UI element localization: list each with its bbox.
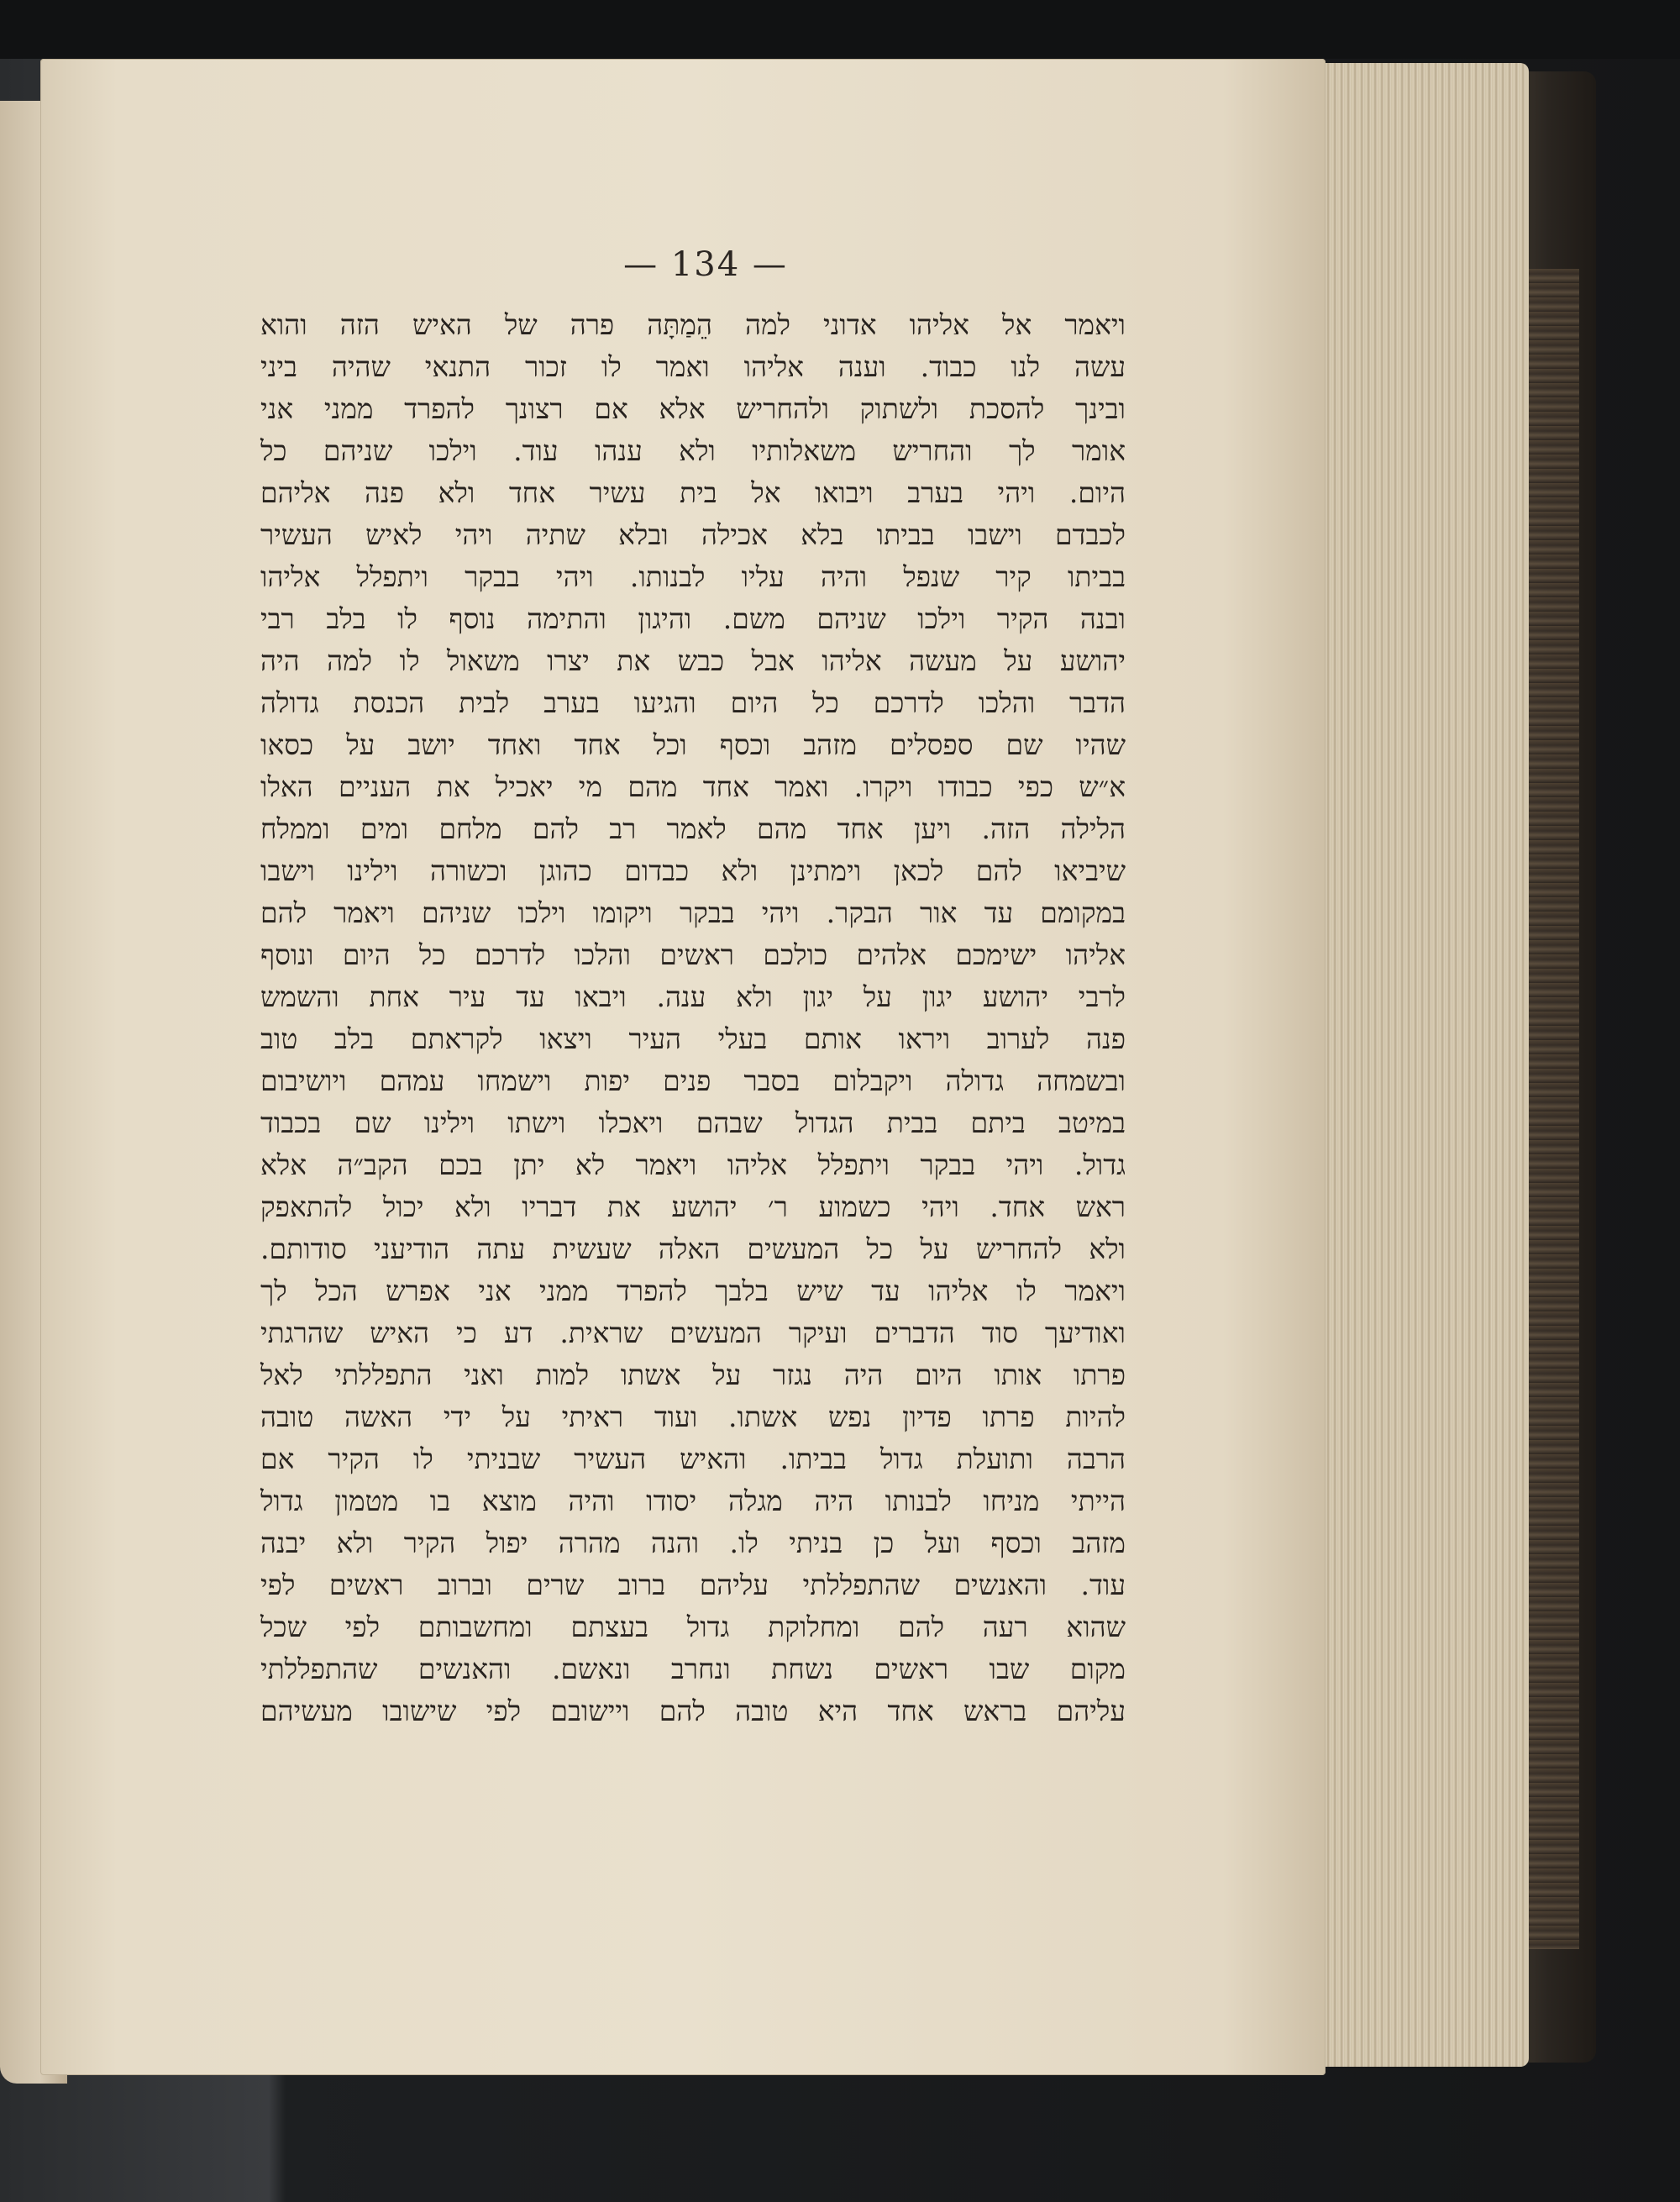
cover-wear-texture — [1529, 269, 1579, 1949]
text-line: שהיו שם ספסלים מזהב וכסף וכל אחד ואחד יושב על כסאו — [260, 728, 1126, 761]
text-line: שיביאו להם לכאן וימתינן ולא כבדום כהוגן וכשורה וילינו וישבו — [260, 854, 1126, 887]
text-line: ובשמחה גדולה ויקבלום בסבר פנים יפות וישמחו עמהם ויושיבום — [260, 1064, 1126, 1097]
background-top — [0, 0, 1680, 59]
text-line: היום. ויהי בערב ויבואו אל בית עשיר אחד ולא פנה אליהם — [260, 476, 1126, 509]
text-line: עשה לנו כבוד. וענה אליהו ואמר לו זכור התנאי שהיה ביני — [260, 350, 1126, 383]
text-line: ולא להחריש על כל המעשים האלה שעשית עתה הודיעני סודותם. — [260, 1232, 1126, 1265]
text-line: עליהם בראש אחד היא טובה להם ויישובם לפי שישובו מעשיהם — [260, 1695, 1126, 1727]
page-text — [260, 304, 1126, 1732]
text-line: הרבה ותועלת גדול בביתו. והאיש העשיר שבניתי לו הקיר אם — [260, 1443, 1126, 1475]
text-line: לכבדם וישבו בביתו בלא אכילה ובלא שתיה ויהי לאיש העשיר — [260, 518, 1126, 551]
text-line: אליהו ישימכם אלהים כולכם ראשים והלכו לדרכם כל היום ונוסף — [260, 938, 1126, 971]
text-line: הייתי מניחו לבנותו היה מגלה יסודו והיה מוצא בו מטמון גדול — [260, 1485, 1126, 1517]
page-number: — 134 — — [623, 245, 788, 284]
page-stack-edges — [1310, 63, 1529, 2067]
text-line: הדבר והלכו לדרכם כל היום והגיעו בערב לבית הכנסת גדולה — [260, 686, 1126, 719]
text-line: פרתו אותו היום היה נגזר על אשתו למות ואני התפללתי לאל — [260, 1359, 1126, 1391]
text-line: ראש אחד. ויהי כשמוע ר׳ יהושע את דבריו ולא יכול להתאפק — [260, 1190, 1126, 1223]
text-line: מזהב וכסף ועל כן בניתי לו. והנה מהרה יפול הקיר ולא יבנה — [260, 1527, 1126, 1559]
text-line: ובנה הקיר וילכו שניהם משם. והיגון והתימה נוסף לו בלב רבי — [260, 602, 1126, 635]
text-line: ובינך להסכת ולשתוק ולהחריש אלא אם רצונך להפרד ממני אני — [260, 392, 1126, 425]
text-line: במקומם עד אור הבקר. ויהי בבקר ויקומו וילכו שניהם ויאמר להם — [260, 896, 1126, 929]
text-line: עוד. והאנשים שהתפללתי עליהם ברוב שרים וברוב ראשים לפי — [260, 1569, 1126, 1601]
text-line: א״ש כפי כבודו ויקרו. ואמר אחד מהם מי יאכיל את העניים האלו — [260, 770, 1126, 803]
text-line: ואודיעך סוד הדברים ועיקר המעשים שראית. דע כי האיש שהרגתי — [260, 1316, 1126, 1349]
text-line: הלילה הזה. ויען אחד מהם לאמר רב להם מלחם ומים וממלח — [260, 812, 1126, 845]
text-line: גדול. ויהי בבקר ויתפלל אליהו ויאמר לא יתן בכם הקב״ה אלא — [260, 1148, 1126, 1181]
text-line: פנה לערוב ויראו אותם בעלי העיר ויצאו לקראתם בלב טוב — [260, 1022, 1126, 1055]
text-line: אומר לך והחריש משאלותיו ולא ענהו עוד. וילכו שניהם כל — [260, 434, 1126, 467]
text-line: ויאמר אל אליהו אדוני למה הֵמַתָּה פרה של האיש הזה והוא — [260, 308, 1126, 341]
text-line: בביתו קיר שנפל והיה עליו לבנותו. ויהי בבקר ויתפלל אליהו — [260, 560, 1126, 593]
text-line: יהושע על מעשה אליהו אבל כבש את יצרו משאול לו למה היה — [260, 644, 1126, 677]
text-line: מקום שבו ראשים נשחת ונחרב ונאשם. והאנשים שהתפללתי — [260, 1653, 1126, 1685]
text-line: לרבי יהושע יגון על יגון ולא ענה. ויבאו עד עיר אחת והשמש — [260, 980, 1126, 1013]
text-line: ויאמר לו אליהו עד שיש בלבך להפרד ממני אני אפרש הכל לך — [260, 1274, 1126, 1307]
text-line: להיות פרתו פדיון נפש אשתו. ועוד ראיתי על ידי האשה טובה — [260, 1401, 1126, 1433]
text-line: במיטב ביתם בבית הגדול שבהם ויאכלו וישתו וילינו שם בכבוד — [260, 1106, 1126, 1139]
text-line: שהוא רעה להם ומחלוקת גדול בעצתם ומחשבותם לפי שכל — [260, 1611, 1126, 1643]
